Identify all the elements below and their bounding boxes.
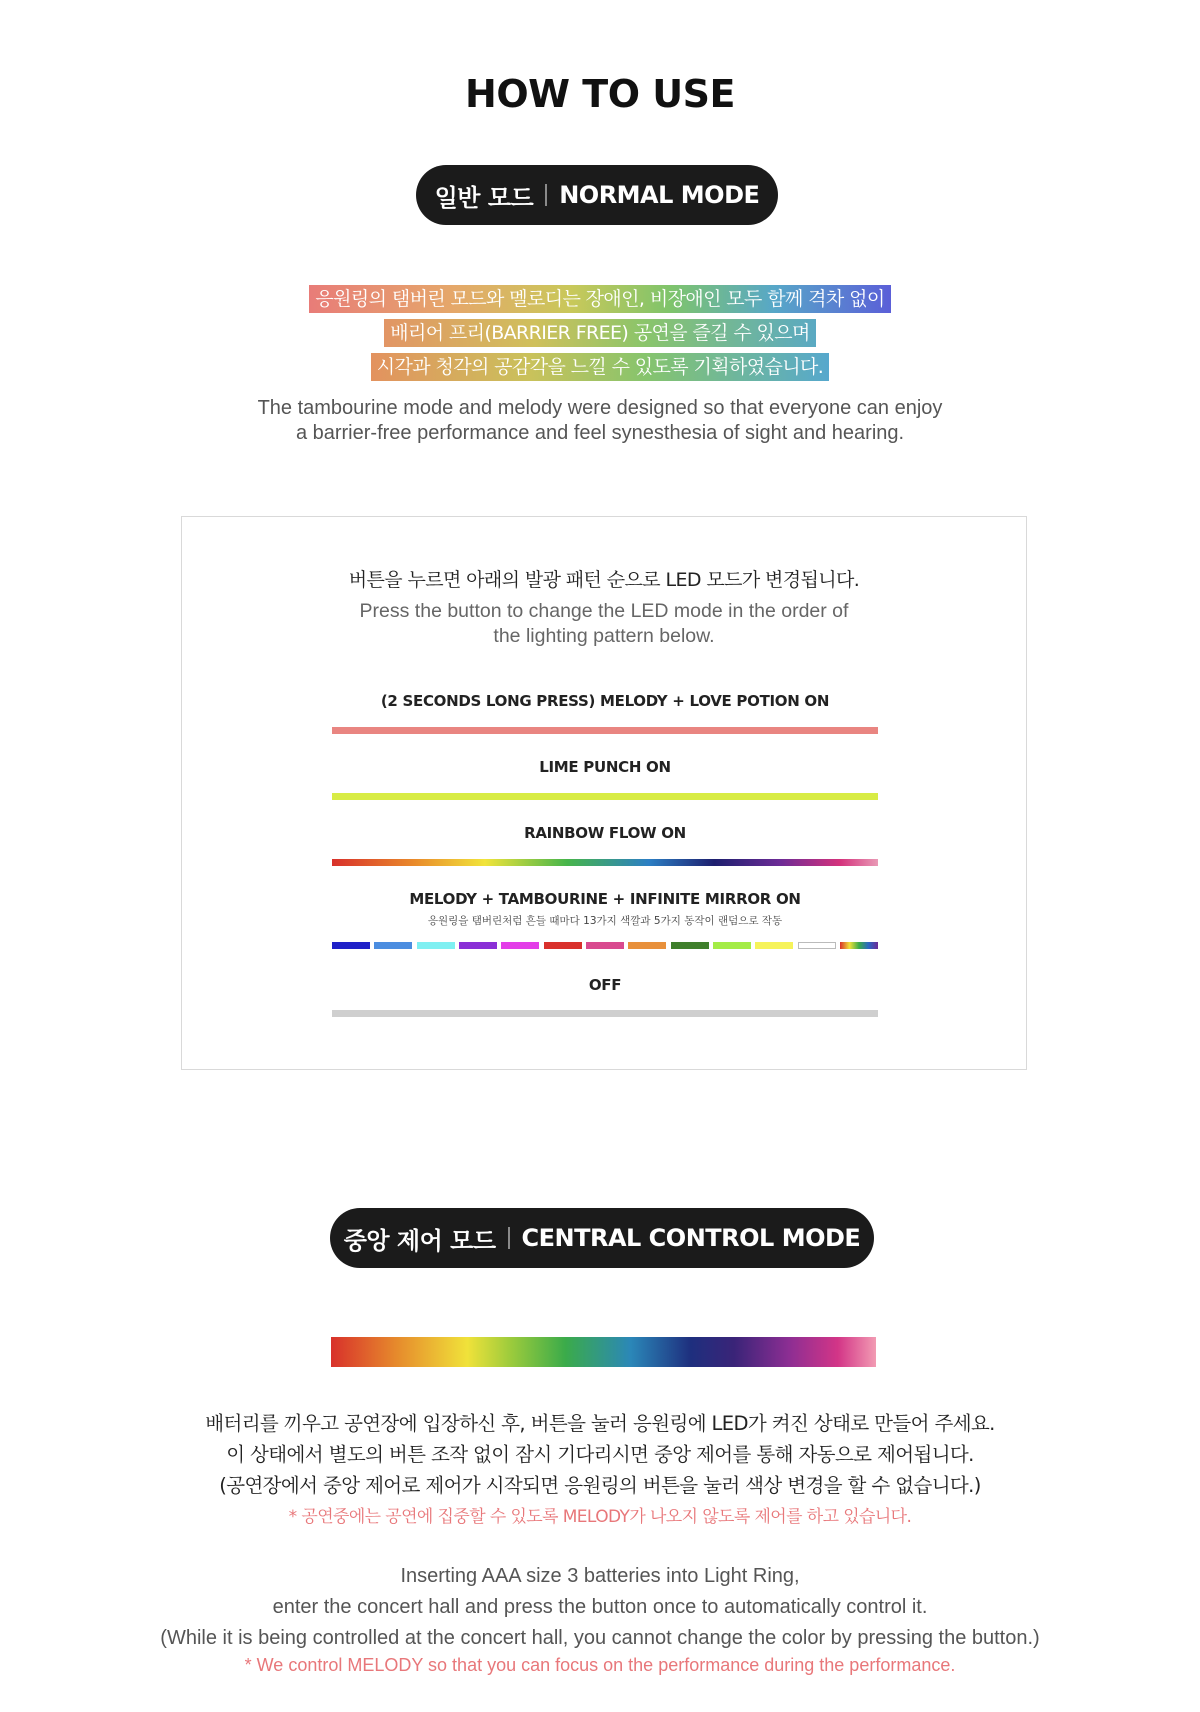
intro-en-line-1: The tambourine mode and melody were designed so that everyone can enjoy	[257, 397, 943, 419]
mode-bar-love-potion	[332, 727, 878, 734]
color-segment	[417, 942, 455, 949]
mode-label-off: OFF	[588, 976, 622, 994]
panel-instruction-en	[182, 599, 1026, 649]
central-mode-note-en: * We control MELODY so that you can focus on the performance during the performance.	[244, 1655, 956, 1675]
central-en-line-1: Inserting AAA size 3 batteries into Light Ring,	[400, 1565, 800, 1587]
color-segment	[671, 942, 709, 949]
mode-label-lime-punch: LIME PUNCH ON	[539, 758, 671, 776]
mode-bar-off	[332, 1010, 878, 1017]
normal-mode-badge-en: NORMAL MODE	[559, 181, 760, 209]
central-mode-rainbow-bar	[331, 1337, 876, 1367]
badge-divider	[508, 1227, 510, 1249]
mode-label-rainbow-flow: RAINBOW FLOW ON	[524, 824, 686, 842]
mode-bar-rainbow-flow	[332, 859, 878, 866]
color-segment	[544, 942, 582, 949]
mode-sub-infinite-mirror: 응원링을 탬버린처럼 흔들 때마다 13가지 색깔과 5가지 동작이 랜덤으로 작동	[427, 915, 783, 927]
intro-ko-line-1: 응원링의 탬버린 모드와 멜로디는 장애인, 비장애인 모두 함께 격차 없이	[309, 285, 890, 313]
intro-ko-line-2: 배리어 프리(BARRIER FREE) 공연을 즐길 수 있으며	[384, 319, 816, 347]
normal-mode-badge	[416, 165, 778, 225]
central-mode-text-ko	[0, 1408, 1200, 1501]
intro-en-line-2: a barrier-free performance and feel synesthesia of sight and hearing.	[295, 422, 905, 444]
color-segment	[755, 942, 793, 949]
normal-mode-intro-en	[0, 396, 1200, 446]
panel-instruction-en-line-2: the lighting pattern below.	[493, 625, 715, 647]
central-ko-line-3: (공연장에서 중앙 제어로 제어가 시작되면 응원링의 버튼을 눌러 색상 변경을 할 수 없습니다.)	[219, 1474, 981, 1497]
mode-bar-lime-punch	[332, 793, 878, 800]
color-segment	[628, 942, 666, 949]
central-en-line-3: (While it is being controlled at the concert hall, you cannot change the color by pressing the button.)	[160, 1627, 1040, 1649]
central-mode-text-en	[0, 1561, 1200, 1654]
intro-ko-line-3: 시각과 청각의 공감각을 느낄 수 있도록 기획하였습니다.	[371, 353, 829, 381]
mode-label-love-potion: (2 SECONDS LONG PRESS) MELODY + LOVE POTION ON	[380, 692, 830, 710]
mode-bar-infinite-mirror	[332, 942, 878, 949]
color-segment	[374, 942, 412, 949]
page-title: HOW TO USE	[465, 72, 735, 116]
badge-divider	[545, 184, 547, 206]
central-mode-badge	[330, 1208, 874, 1268]
color-segment	[586, 942, 624, 949]
normal-mode-intro-ko	[0, 285, 1200, 387]
central-mode-badge-ko: 중앙 제어 모드	[343, 1226, 496, 1255]
color-segment	[501, 942, 539, 949]
color-segment	[332, 942, 370, 949]
mode-label-infinite-mirror: MELODY + TAMBOURINE + INFINITE MIRROR ON	[409, 890, 801, 908]
panel-instruction-en-line-1: Press the button to change the LED mode in the order of	[359, 600, 849, 622]
color-segment	[459, 942, 497, 949]
central-ko-line-1: 배터리를 끼우고 공연장에 입장하신 후, 버튼을 눌러 응원링에 LED가 켜진 상태로 만들어 주세요.	[205, 1412, 995, 1435]
color-segment	[798, 942, 836, 949]
central-en-line-2: enter the concert hall and press the button once to automatically control it.	[272, 1596, 928, 1618]
led-mode-panel	[181, 516, 1027, 1070]
central-ko-line-2: 이 상태에서 별도의 버튼 조작 없이 잠시 기다리시면 중앙 제어를 통해 자동으로 제어됩니다.	[226, 1443, 974, 1466]
central-mode-badge-en: CENTRAL CONTROL MODE	[521, 1224, 861, 1252]
color-segment	[840, 942, 878, 949]
normal-mode-badge-ko: 일반 모드	[434, 183, 534, 212]
color-segment	[713, 942, 751, 949]
panel-instruction-ko: 버튼을 누르면 아래의 발광 패턴 순으로 LED 모드가 변경됩니다.	[348, 569, 860, 591]
central-mode-note-ko: * 공연중에는 공연에 집중할 수 있도록 MELODY가 나오지 않도록 제어를 하고 있습니다.	[288, 1507, 912, 1527]
